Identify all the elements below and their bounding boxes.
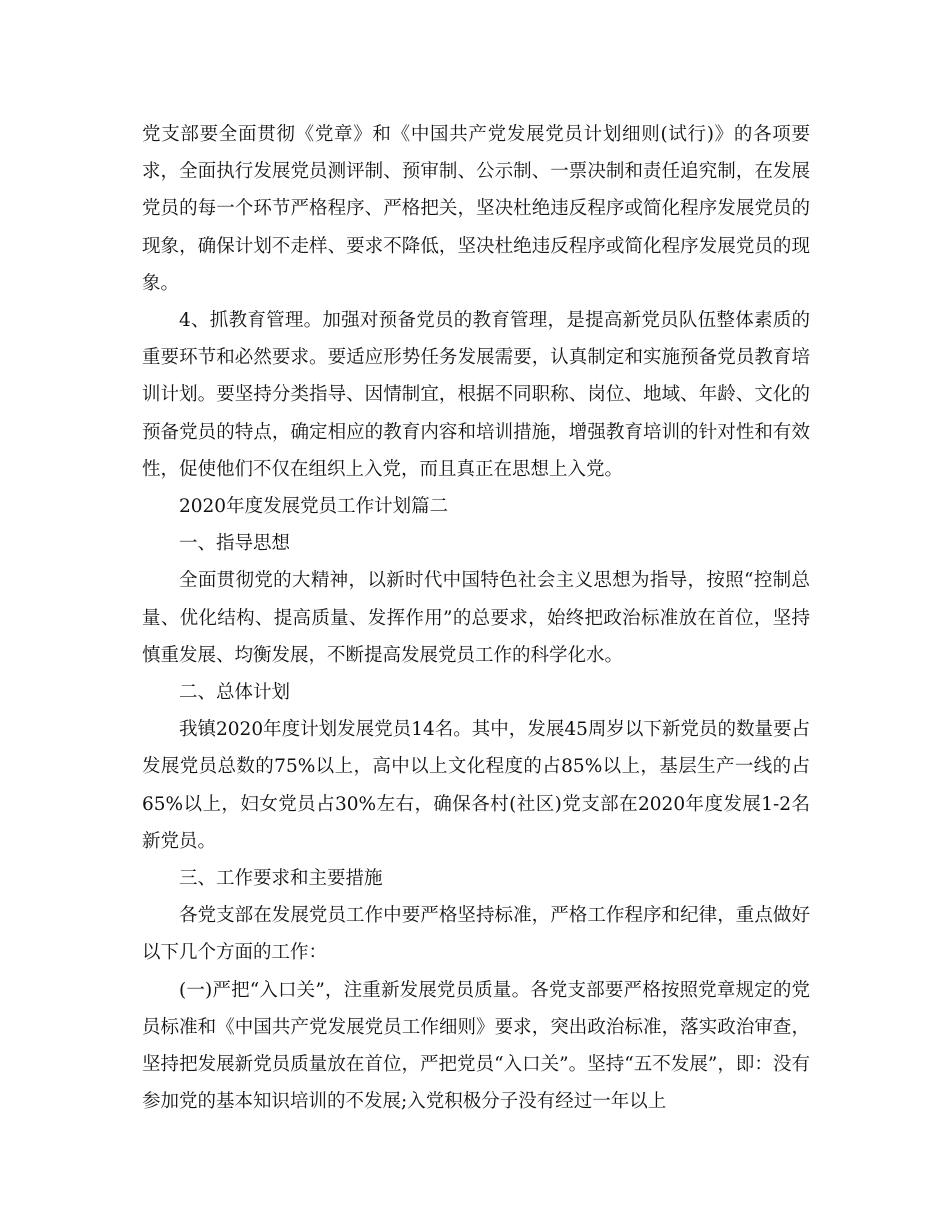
section-title-plan-part-two: 2020年度发展党员工作计划篇二: [179, 496, 449, 518]
paragraph-work-requirements-intro: 各党支部在发展党员工作中要严格坚持标准，严格工作程序和纪律，重点做好以下几个方面的工作：: [142, 905, 810, 964]
document-body: [142, 116, 810, 1120]
heading-work-requirements: 三、工作要求和主要措施: [179, 868, 383, 890]
paragraph-party-branch-requirements: 党支部要全面贯彻《党章》和《中国共产党发展党员计划细则(试行)》的各项要求，全面执行发展党员测评制、预审制、公示制、一票决制和责任追究制，在发展党员的每一个环节严格程序、严格把关，坚决杜绝违反程序或简化程序发展党员的现象，确保计划不走样、要求不降低，坚决杜绝违反程序或简化程序发展党员的现象。: [142, 124, 810, 294]
heading-guiding-ideology: 一、指导思想: [179, 533, 291, 555]
heading-overall-plan: 二、总体计划: [179, 682, 291, 704]
paragraph-overall-plan: 我镇2020年度计划发展党员14名。其中，发展45周岁以下新党员的数量要占发展党员总数的75%以上，高中以上文化程度的占85%以上，基层生产一线的占65%以上，妇女党员占30%左右，确保各村(社区)党支部在2020年度发展1-2名新党员。: [142, 719, 810, 852]
paragraph-education-management: 4、抓教育管理。加强对预备党员的教育管理，是提高新党员队伍整体素质的重要环节和必然要求。要适应形势任务发展需要，认真制定和实施预备党员教育培训计划。要坚持分类指导、因情制宜，根据不同职称、岗位、地域、年龄、文化的预备党员的特点，确定相应的教育内容和培训措施，增强教育培训的针对性和有效性，促使他们不仅在组织上入党，而且真正在思想上入党。: [142, 310, 810, 480]
paragraph-guiding-ideology: 全面贯彻党的大精神，以新时代中国特色社会主义思想为指导，按照“控制总量、优化结构、提高质量、发挥作用”的总要求，始终把政治标准放在首位，坚持慎重发展、均衡发展，不断提高发展党员工作的科学化水。: [142, 570, 810, 666]
paragraph-strict-entry-gate: (一)严把“入口关”，注重新发展党员质量。各党支部要严格按照党章规定的党员标准和《中国共产党发展党员工作细则》要求，突出政治标准，落实政治审查，坚持把发展新党员质量放在首位，严把党员“入口关”。坚持“五不发展”，即：没有参加党的基本知识培训的不发展;入党积极分子没有经过一年以上: [142, 979, 810, 1113]
